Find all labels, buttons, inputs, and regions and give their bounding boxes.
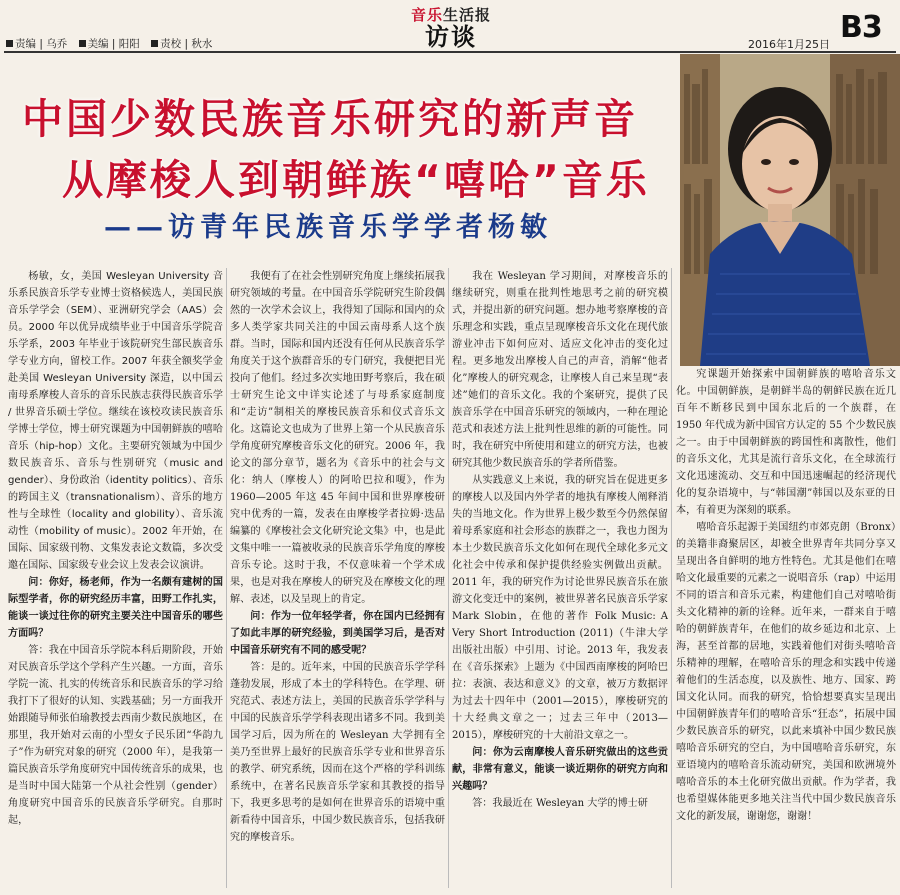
interview-answer: 我在 Wesleyan 学习期间，对摩梭音乐的继续研究，则重在批判性地思考之前的研究模式，并提出新的研究问题。想办地考察摩梭的音乐理念和实践，重点呈现摩梭音乐文化在现代旅游业冲击下如何应对、适应文化冲击的变化过程。更多地发出摩梭人自己的声音，消解“他者化”摩梭人的研究观念，让摩梭人自己来呈现“表述”她们的音乐文化。我的个案研究，提供了民族音乐学在中国音乐研究的领域内，一种在理论范式和表述方法上批判性思维的新的可能性。同时，我在研究中所使用和建立的研究方法，也被研究其他少数民族音乐的学者所借鉴。: [452, 271, 668, 469]
portrait-photo: [680, 54, 900, 366]
newspaper-logo: [386, 4, 516, 51]
interview-answer: 究课题开始探索中国朝鲜族的嘻哈音乐文化。中国朝鲜族，是朝鲜半岛的朝鲜民族在近几百年不断移民到中国东北后的一个族群，在 1950 年代成为新中国官方认定的 55 个少数民族之一。由于中国朝鲜族的跨国性和离散性，他们的音乐文化，尤其是流行音乐文化，在全球流行文化迅速流动、交互和中国迅速崛起的经济现代化的复杂语境中，与“韩国潮”韩国以及东亚的日本，有着更为深刻的联系。: [676, 369, 896, 516]
credit-proofreader: 责校 | 秋水: [160, 38, 213, 50]
interview-answer: 我便有了在社会性别研究角度上继续拓展我研究领域的考量。在中国音乐学院研究生阶段偶然的一次学术会议上，我得知了国际和国内的众多人类学家共同关注的中国云南母系人这个族群。当时，国际和国内还没有任何从民族音乐学角度关于这个族群音乐的专门研究，我便把目光投向了他们。经过多次实地田野考察后，我在硕士研究生论文中详实论述了与母系家庭制度和“走访”制相关的摩梭民族音乐和仪式音乐文化。这篇论文也成为了世界上第一个从民族音乐学角度研究摩梭音乐文化的研究。2006 年，我论文的部分章节，题名为《音乐中的社会与文化：纳人（摩梭人）的阿哈巴拉和嗄》，作为 1960—2005 年这 45 年间中国和世界摩梭研究中优秀的一篇，发表在由摩梭学者拉姆·迭品编纂的《摩梭社会文化研究论文集》中，也是此文集中唯一一篇被收录的民族音乐学角度的摩梭音乐专论。这时于我，不仅意味着一个学术成果，也是对我在摩梭人的研究及在摩梭文化的理解、表述，以及呈现上的肯定。: [230, 271, 445, 605]
square-bullet-icon: [79, 40, 86, 47]
interview-answer: 嘻哈音乐起源于美国纽约市郊克朗（Bronx）的美籍非裔聚居区，却被全世界青年共同分享又呈现出各自鲜明的地方性特色。尤其是他们在嘻哈文化最重要的元素之一说唱音乐（rap）中运用不同的语言和音乐元素，构建他们自己对嘻哈街头文化精神的新的诠释。近年来，一群来自于嘻哈的朝鲜族青年，在他们的故乡延边和北京、上海，甚至首都的居地，实践着他们对街头嘻哈音乐精神的理解，在嘻哈音乐的理念和实践中传递着他们的生活态度，以及族性、地方、国家、跨国文化认同。而我的研究，恰恰想要真实呈现出中国朝鲜族青年们的嘻哈音乐“狂态”，拓展中国少数民族音乐的研究，以此来填补中国少数民族嘻哈音乐研究的空白，为中国嘻哈音乐研究，东亚语境内的嘻哈音乐流动研究，美国和欧洲境外嘻哈音乐的本土化研究做出贡献。作为学者，我也希望媒体能更多地关注当代中国少数民族音乐文化的新发展，谢谢您，谢谢！: [676, 522, 896, 822]
headline-line-2: 从摩梭人到朝鲜族“嘻哈”音乐: [62, 156, 650, 204]
interview-answer: 答：我最近在 Wesleyan 大学的博士研: [472, 798, 648, 809]
interview-question: 问：你为云南摩梭人音乐研究做出的这些贡献，非常有意义，能谈一谈近期你的研究方向和兴趣吗？: [452, 747, 668, 792]
interview-question: 问：作为一位年轻学者，你在国内已经拥有了如此丰厚的研究经验，到美国学习后，是否对中国音乐研究有不同的感受呢？: [230, 611, 445, 656]
brand-name: 音乐生活报: [410, 6, 492, 24]
headline-line-1: 中国少数民族音乐研究的新声音: [22, 95, 638, 143]
credit-designer: 美编 | 阳阳: [87, 38, 140, 50]
article-column-1: [8, 268, 223, 893]
author-bio: 杨敏，女，美国 Wesleyan University 音乐系民族音乐学专业博士资格候选人，美国民族音乐学学会（SEM）、亚洲研究学会（AAS）会员。2000 年以优异成绩毕业于中国音乐学院音乐学系，2003 年毕业于该院研究生部民族音乐学专业方向，留校工作。2007 年获全额奖学金赴美国 Wesleyan University 深造，以中国云南母系摩梭人音乐的音乐民族志获得民族音乐学 / 世界音乐硕士学位。继续在该校攻读民族音乐学博士学位，博士研究课题为中国朝鲜族的嘻哈音乐（hip-hop）文化。主要研究领域为中国少数民族音乐、音乐与性别研究（music and gender）、身份政治（identity politics）、音乐的跨国主义（transnationalism）、音乐的地方性与全球性（locality and globility）、音乐流动性（mobility of music）。2002 年开始，在国际、国家级刊物、文集发表论文数篇，多次受邀在国际、国家级专业会议上发表会议演讲。: [8, 271, 223, 571]
interview-answer: 从实践意义上来说，我的研究旨在促进更多的摩梭人以及国内外学者的地执有摩梭人阐释消失的当地文化。作为世界上极少数至今仍然保留着母系家庭和社会形态的族群之一，我也力图为本土少数民族音乐文化如何在现代全球化多元文化社会中传承和保护提供经验实例做出贡献。2011 年，我的研究作为讨论世界民族音乐在旅游文化变迁中的案例，被世界著名民族音乐学家 Mark Slobin，在他的著作 Folk Music: A Very Short Introduction (2011)（牛津大学出版社出版）中引用、讨论。2013 年，我发表在《音乐探索》上题为《中国西南摩梭的阿哈巴拉：表演、表达和意义》的文章，被万方数据评为过去十四年中（2001—2015），摩梭研究的十大经典文章之一；过去三年中（2013—2015），摩梭研究的十大前沿文章之一。: [452, 475, 668, 741]
portrait-illustration: [680, 54, 900, 366]
editor-credits: [6, 36, 212, 51]
interview-question: 问：你好，杨老师，作为一名颇有建树的国际型学者，你的研究经历丰富，田野工作扎实，能谈一谈过往你的研究主要关注中国音乐的哪些方面吗？: [8, 577, 223, 639]
credit-editor: 责编 | 乌乔: [15, 38, 68, 50]
square-bullet-icon: [6, 40, 13, 47]
headline-subtitle: ——访青年民族音乐学学者杨敏: [104, 212, 552, 243]
article-column-3: [452, 268, 668, 893]
page-header: [0, 0, 900, 52]
column-divider: [226, 268, 227, 888]
article-column-4: [676, 366, 896, 893]
column-divider: [671, 268, 672, 888]
issue-date: 2016年1月25日: [748, 38, 830, 51]
article-column-2: [230, 268, 445, 893]
column-divider: [448, 268, 449, 888]
header-divider: [4, 51, 896, 53]
interview-answer: 答：我在中国音乐学院本科后期阶段，开始对民族音乐学这个学科产生兴趣。一方面，音乐学院一流、扎实的传统音乐和民族音乐的学习给我打下了很好的认知、实践基础；另一方面我开始跟随导师张伯瑜教授去西南少数民族地区，在那里，我开始对云南的小型女子民乐团“华韵九子”作为研究对象的研究（2000 年），是我第一篇民族音乐学角度研究中国传统音乐的成果，也是当时中国大陆第一个从社会性别（gender）角度研究中国音乐的民族音乐学研究。自那时起，: [8, 645, 223, 826]
interview-answer: 答：是的。近年来，中国的民族音乐学学科蓬勃发展，形成了本土的学科特色。在学理、研究范式、表述方法上，美国的民族音乐学学科与中国的民族音乐学学科表现出诸多不同。我到美国学习后，因为所在的 Wesleyan 大学拥有全美乃至世界上最好的民族音乐学专业和世界音乐的教学、研究系统，因而在这个严格的学科训练系统中，在著名民族音乐学家和其教授的指导下，我更多思考的是如何在世界音乐的语境中重新看待中国音乐，中国少数民族音乐，包括我研究的摩梭音乐。: [230, 662, 445, 843]
page-number: B3: [840, 10, 882, 45]
section-name: 访谈: [425, 22, 477, 51]
square-bullet-icon: [151, 40, 158, 47]
